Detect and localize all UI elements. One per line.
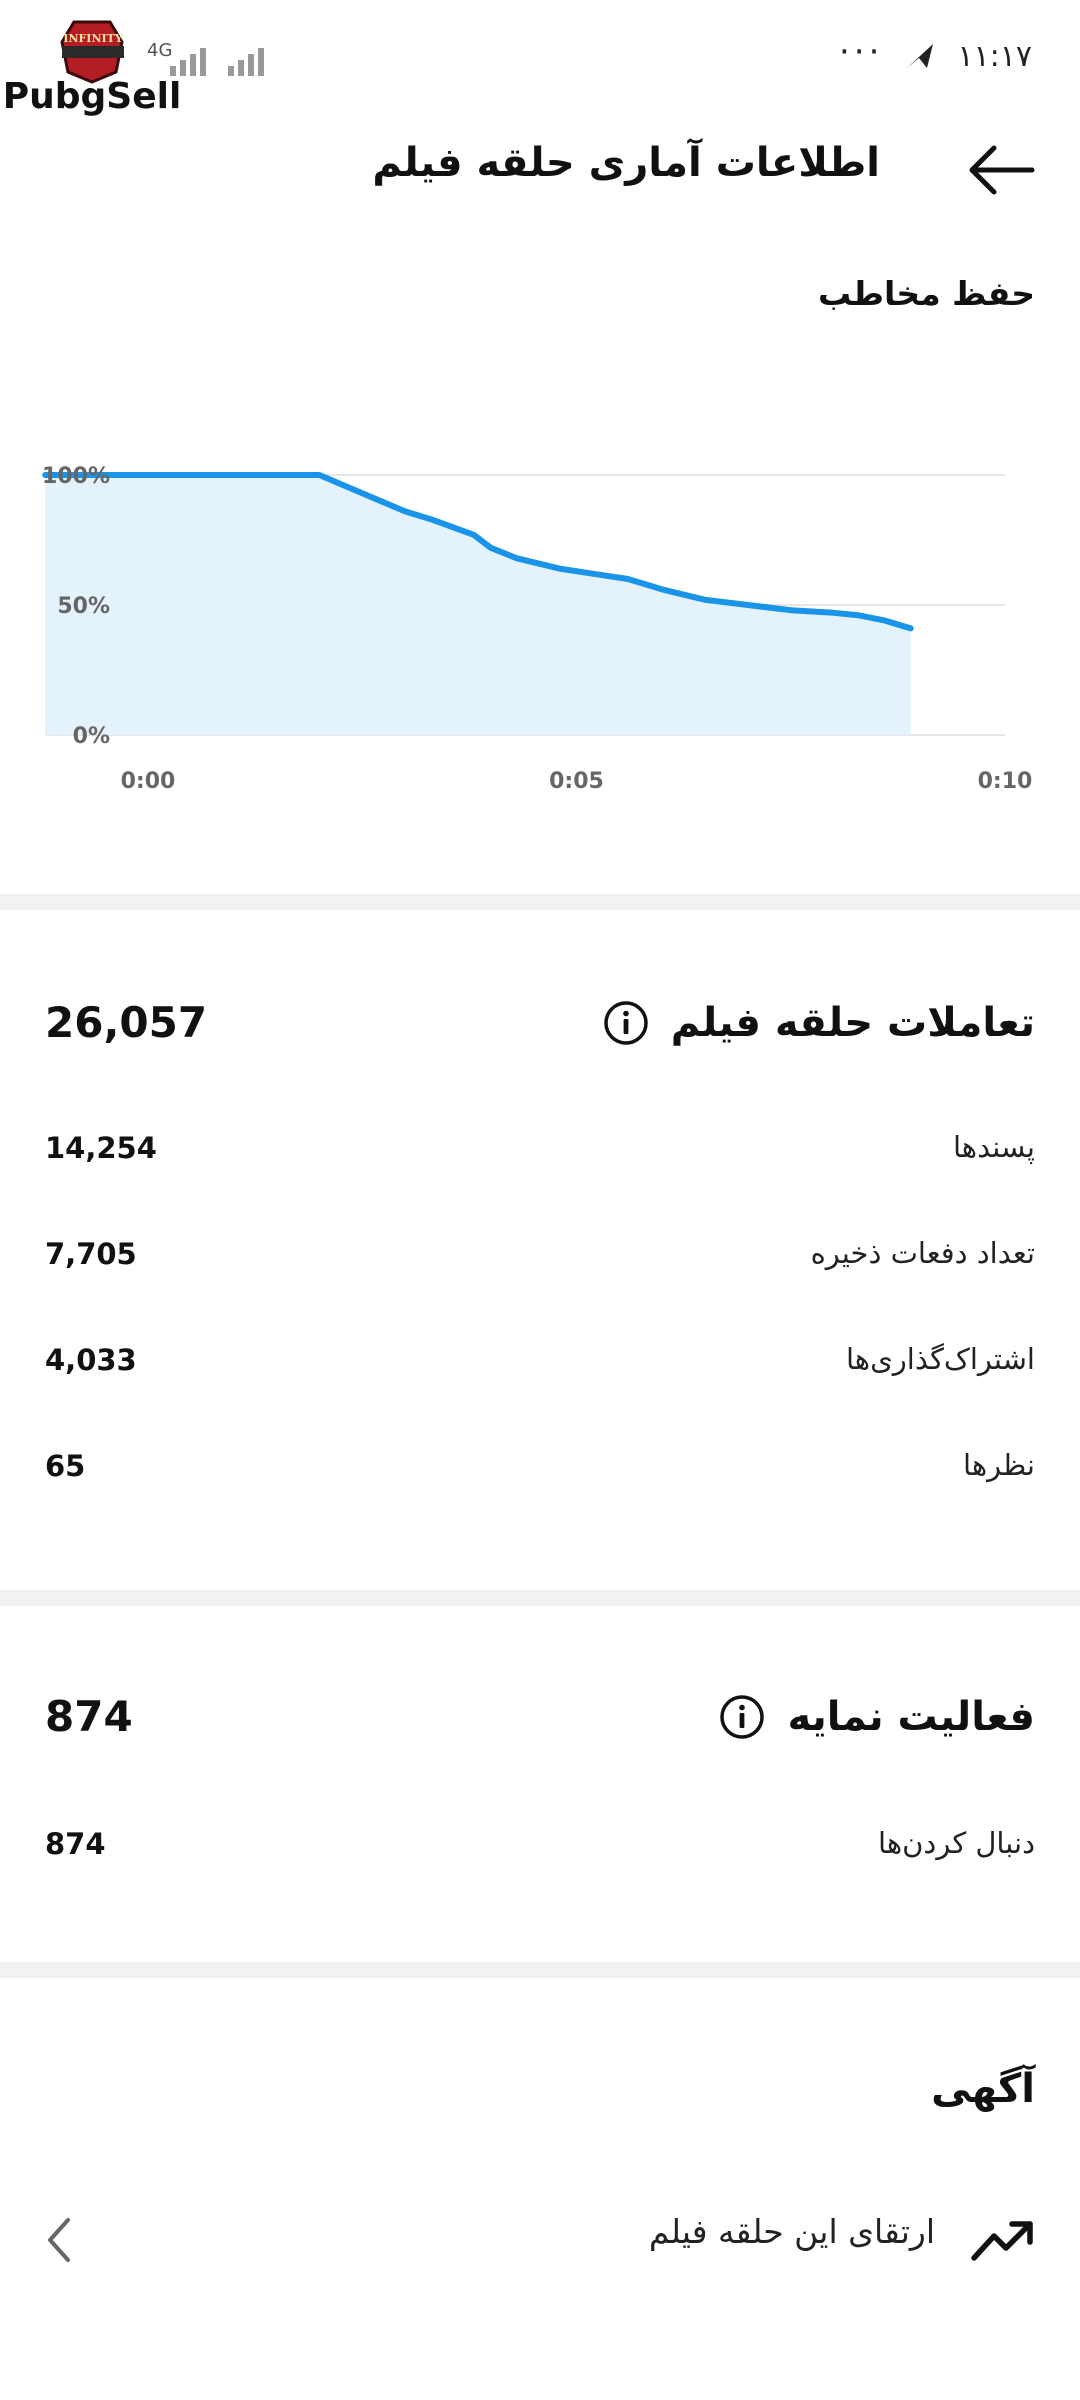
section-divider	[0, 1590, 1080, 1606]
back-button[interactable]	[962, 140, 1046, 200]
engagement-header	[603, 1000, 1035, 1046]
watermark-logo	[2, 20, 182, 117]
shares-value: 4,033	[45, 1343, 137, 1377]
comments-value: 65	[45, 1449, 86, 1483]
shares-label: اشتراک‌گذاری‌ها	[845, 1342, 1035, 1376]
arrow-left-icon	[962, 140, 1046, 200]
trending-up-icon	[970, 2212, 1036, 2268]
x-tick-label: 0:05	[549, 769, 604, 794]
page-title: اطلاعات آماری حلقه فیلم	[372, 140, 880, 186]
signal-strength-icon	[168, 44, 216, 76]
profile-activity-total: 874	[45, 1692, 133, 1741]
likes-value: 14,254	[45, 1131, 157, 1165]
likes-label: پسندها	[952, 1130, 1035, 1164]
more-dots-icon: ···	[839, 32, 884, 72]
comments-label: نظرها	[963, 1448, 1035, 1482]
profile-activity-header	[719, 1694, 1035, 1740]
ads-title: آگهی	[931, 2066, 1035, 2112]
x-tick-label: 0:10	[977, 769, 1033, 794]
y-tick-label: 100%	[42, 464, 110, 489]
saves-value: 7,705	[45, 1237, 137, 1271]
profile-activity-title: فعالیت نمایه	[787, 1694, 1035, 1740]
promote-label: ارتقای این حلقه فیلم	[648, 2212, 935, 2251]
saves-label: تعداد دفعات ذخیره	[810, 1236, 1035, 1270]
engagement-total: 26,057	[45, 998, 208, 1047]
info-icon[interactable]	[603, 1000, 649, 1046]
svg-text:INFINITY: INFINITY	[63, 32, 123, 45]
section-divider	[0, 1962, 1080, 1978]
signal-strength-icon-2	[226, 44, 274, 76]
status-right	[839, 32, 1032, 76]
section-divider	[0, 894, 1080, 910]
x-tick-label: 0:00	[120, 769, 176, 794]
info-icon[interactable]	[719, 1694, 765, 1740]
retention-title: حفظ مخاطب	[818, 274, 1035, 313]
engagement-title: تعاملات حلقه فیلم	[670, 1000, 1035, 1046]
send-icon	[905, 42, 935, 70]
clock: ۱۱:۱۷	[957, 38, 1032, 74]
follows-value: 874	[45, 1827, 106, 1861]
y-tick-label: 0%	[72, 724, 110, 749]
watermark-text: PubgSell	[2, 76, 182, 117]
y-tick-label: 50%	[57, 594, 110, 619]
retention-chart	[0, 420, 1080, 820]
network-type: 4G	[147, 40, 173, 61]
follows-label: دنبال کردن‌ها	[877, 1826, 1035, 1860]
status-bar	[0, 0, 1080, 117]
chevron-left-icon	[40, 2214, 80, 2266]
